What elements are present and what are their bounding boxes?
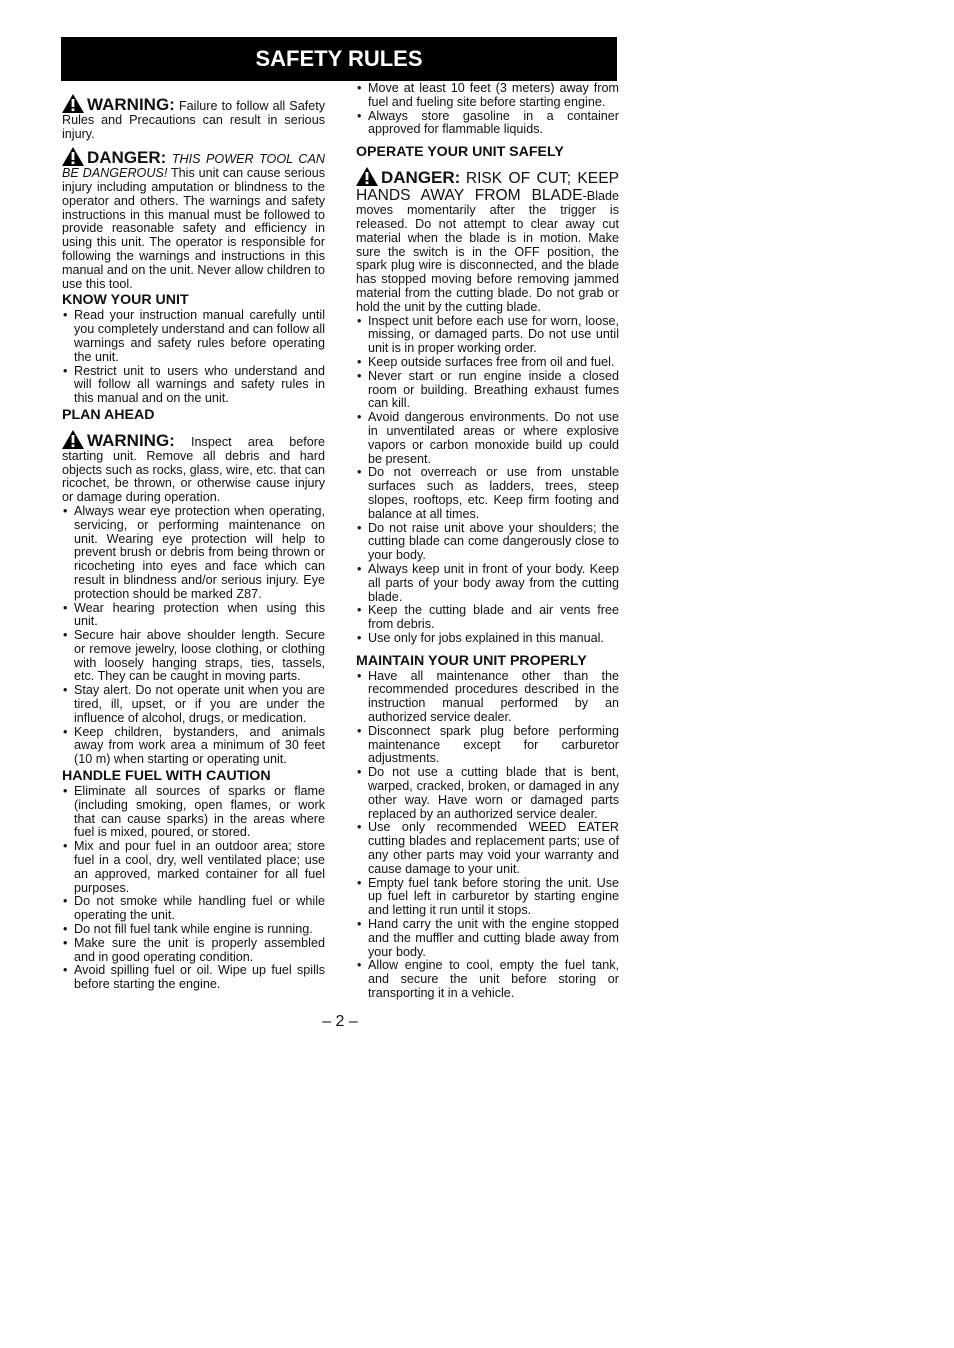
warning-text: Inspect area before starting unit. Remove all debris and hard objects such as rocks, glass, wire, etc. that can ricochet, be thrown, or otherwise cause injury or damage during operation. [62,434,325,505]
danger-cut-paragraph [356,167,619,314]
warning-triangle-icon [62,147,84,166]
handle-fuel-heading: HANDLE FUEL WITH CAUTION [62,768,271,785]
know-your-unit-heading: KNOW YOUR UNIT [62,292,189,309]
list-item: • Secure hair above shoulder length. Secure or remove jewelry, loose clothing, or clothing with loosely hanging straps, ties, tassels, etc. They can be caught in moving parts. [62,629,325,684]
maintain-unit-heading: MAINTAIN YOUR UNIT PROPERLY [356,652,587,669]
right-column [356,82,619,1001]
list-item: • Wear hearing protection when using this unit. [62,602,325,630]
warning-text: Failure to follow all Safety Rules and Precautions can result in serious injury. [62,99,325,141]
list-item: • Always store gasoline in a container approved for flammable liquids. [356,110,619,138]
warning-label: WARNING: [87,95,175,114]
warning-inspect-paragraph [62,430,325,505]
warning-triangle-icon [62,94,84,113]
know-your-unit-list [62,309,325,406]
warning-triangle-icon [62,430,84,449]
warning-failure-paragraph [62,94,325,141]
list-item: • Mix and pour fuel in an outdoor area; store fuel in a cool, dry, well ventilated place; use an approved, marked container for all fuel purposes. [62,840,325,895]
list-item: • Read your instruction manual carefully until you completely understand and can follow all warnings and safety rules before operating the unit. [62,309,325,364]
warning-label: WARNING: [87,430,175,450]
list-item: • Stay alert. Do not operate unit when you are tired, ill, upset, or if you are under the influence of alcohol, drugs, or medication. [62,684,325,725]
list-item: • Disconnect spark plug before performing maintenance except for carburetor adjustments. [356,725,619,766]
list-item: • Do not use a cutting blade that is bent, warped, cracked, broken, or damaged in any other way. Have worn or damaged parts replaced by an authorized service dealer. [356,766,619,821]
danger-tool-paragraph [62,147,325,291]
danger-label: DANGER: [87,148,167,168]
danger-text: -Blade moves momentarily after the trigger is released. Do not attempt to clear away cut material when the blade is in motion. Make sure the switch is in the OFF position, the spark plug wire is disconnected, and the blade has stopped moving before removing jammed material from the cutting blade. Do not grab or hold the unit by the cutting blade. [356,189,619,314]
list-item: • Always keep unit in front of your body. Keep all parts of your body away from the cutting blade. [356,563,619,604]
operate-safely-heading: OPERATE YOUR UNIT SAFELY [356,144,564,161]
list-item: • Move at least 10 feet (3 meters) away from fuel and fueling site before starting engine. [356,82,619,110]
list-item: • Use only recommended WEED EATER cutting blades and replacement parts; use of any other parts may void your warranty and cause damage to your unit. [356,821,619,876]
list-item: • Restrict unit to users who understand and will follow all warnings and safety rules in this manual and on the unit. [62,365,325,406]
list-item: • Never start or run engine inside a closed room or building. Breathing exhaust fumes can kill. [356,370,619,411]
list-item: • Hand carry the unit with the engine stopped and the muffler and cutting blade away from your body. [356,918,619,959]
list-item: • Have all maintenance other than the recommended procedures described in the instruction manual performed by an authorized service dealer. [356,670,619,725]
page-number: – 2 – [322,1013,358,1030]
plan-ahead-list [62,505,325,767]
warning-triangle-icon [356,167,378,186]
danger-italic-text: THIS POWER TOOL CAN BE DANGEROUS! [62,152,326,181]
list-item: • Eliminate all sources of sparks or flame (including smoking, open flames, or work that can cause sparks) in the areas where fuel is mixed, poured, or stored. [62,785,325,840]
list-item: • Make sure the unit is properly assembled and in good operating condition. [62,937,325,965]
list-item: • Always wear eye protection when operating, servicing, or performing maintenance on unit. Wearing eye protection will help to prevent brush or debris from being thrown or ricocheting into eyes and face which can result in blindness and/or serious injury. Eye protection should be marked Z87. [62,505,325,602]
list-item: • Keep outside surfaces free from oil and fuel. [356,356,619,370]
list-item: • Do not fill fuel tank while engine is running. [62,923,325,937]
danger-text: This unit can cause serious injury including amputation or blindness to the operator and others. The warnings and safety instructions in this manual must be followed to provide reasonable safety and efficiency in using this unit. The operator is responsible for following the warnings and instructions in this manual and on the unit. Never allow children to use this tool. [62,166,325,291]
list-item: • Avoid spilling fuel or oil. Wipe up fuel spills before starting the engine. [62,964,325,992]
list-item: • Avoid dangerous environments. Do not use in unventilated areas or where explosive vapors or carbon monoxide build up could be present. [356,411,619,466]
plan-ahead-heading: PLAN AHEAD [62,406,155,423]
page-title: SAFETY RULES [61,37,617,81]
list-item: • Keep the cutting blade and air vents free from debris. [356,604,619,632]
danger-lead-text: RISK OF CUT; KEEP HANDS AWAY FROM BLADE [356,170,619,205]
list-item: • Keep children, bystanders, and animals away from work area a minimum of 30 feet (10 m) when starting or operating unit. [62,726,325,767]
list-item: • Empty fuel tank before storing the unit. Use up fuel left in carburetor by starting engine and letting it run until it stops. [356,877,619,918]
list-item: • Use only for jobs explained in this manual. [356,632,619,646]
list-item: • Allow engine to cool, empty the fuel tank, and secure the unit before storing or transporting it in a vehicle. [356,959,619,1000]
list-item: • Inspect unit before each use for worn, loose, missing, or damaged parts. Do not use until unit is in proper working order. [356,315,619,356]
maintain-unit-list [356,670,619,1001]
handle-fuel-list [62,785,325,992]
list-item: • Do not raise unit above your shoulders; the cutting blade can come dangerously close to your body. [356,522,619,563]
handle-fuel-list-continued [356,82,619,137]
danger-label: DANGER: [381,168,461,188]
operate-safely-list [356,315,619,646]
list-item: • Do not smoke while handling fuel or while operating the unit. [62,895,325,923]
list-item: • Do not overreach or use from unstable surfaces such as ladders, trees, steep slopes, rooftops, etc. Keep firm footing and balance at all times. [356,466,619,521]
left-column [62,94,325,992]
